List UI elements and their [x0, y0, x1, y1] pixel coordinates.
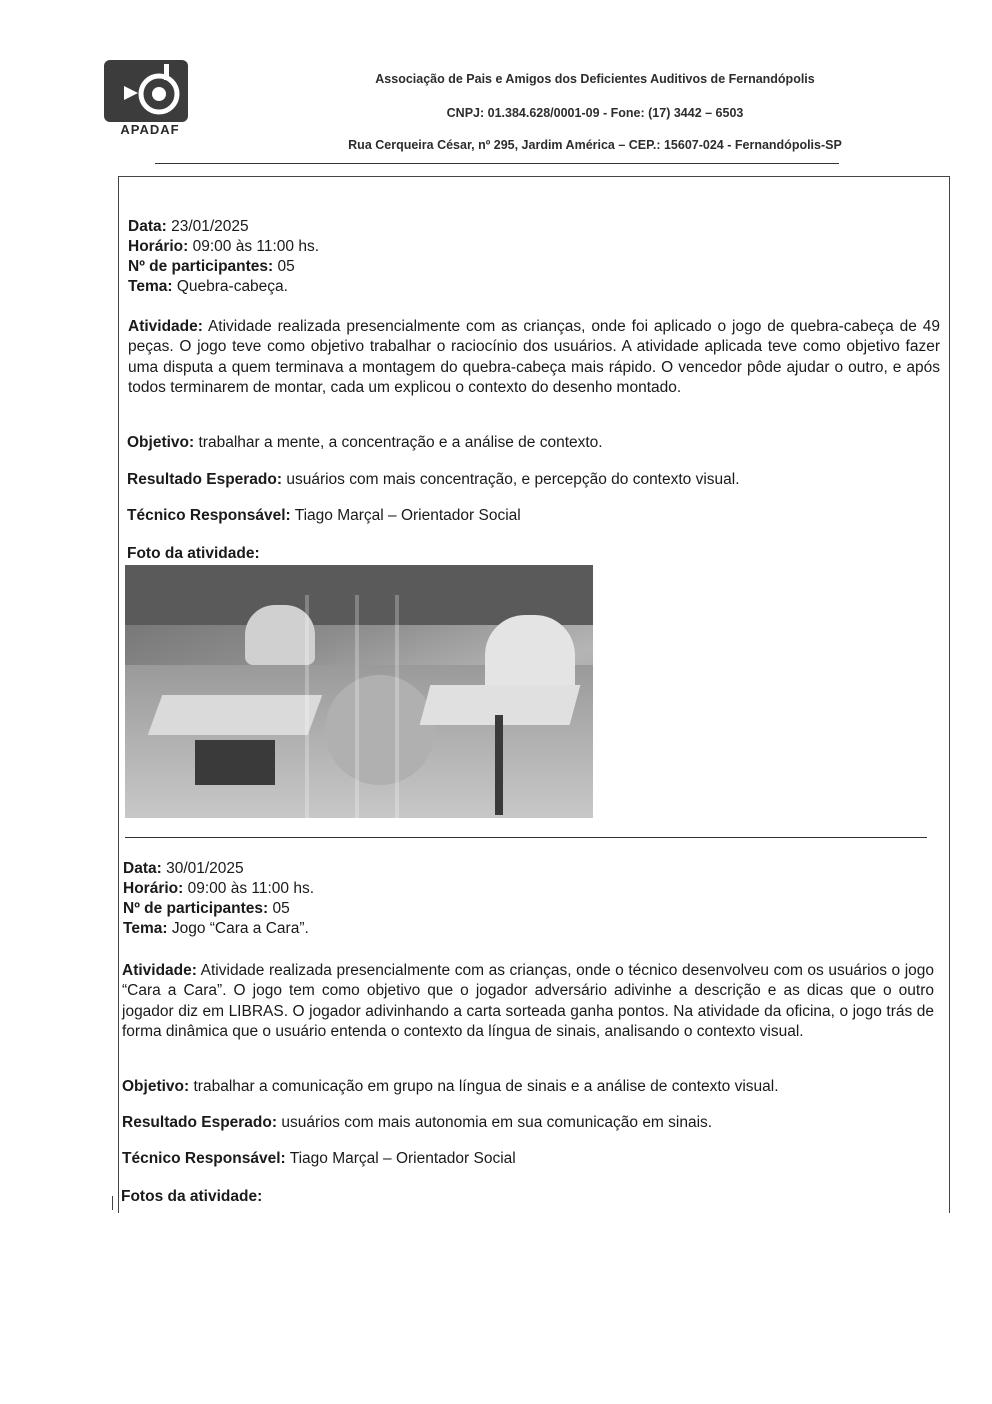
expected-result-label: Resultado Esperado: — [122, 1114, 278, 1131]
entry1-expected-result — [127, 470, 740, 490]
entry1-theme — [128, 277, 288, 297]
activity-label: Atividade: — [122, 962, 197, 979]
participants-value: 05 — [272, 900, 290, 917]
entry2-participants — [123, 899, 290, 919]
technician-text: Tiago Marçal – Orientador Social — [289, 1150, 516, 1167]
expected-result-text: usuários com mais concentração, e percepção do contexto visual. — [286, 471, 740, 488]
entry2-technician — [122, 1149, 516, 1169]
date-value: 23/01/2025 — [171, 218, 249, 235]
org-name: Associação de Pais e Amigos dos Deficientes Auditivos de Fernandópolis — [375, 72, 815, 86]
frame-stub — [112, 1196, 113, 1210]
entry1-technician — [127, 506, 521, 526]
entry1-date — [128, 217, 249, 237]
entry2-theme — [123, 919, 309, 939]
participants-label: Nº de participantes: — [128, 258, 274, 275]
time-label: Horário: — [128, 238, 189, 255]
objective-label: Objetivo: — [127, 434, 195, 451]
date-label: Data: — [128, 218, 167, 235]
entry2-expected-result — [122, 1113, 712, 1133]
apadaf-logo — [104, 60, 192, 140]
entry2-time — [123, 879, 314, 899]
technician-label: Técnico Responsável: — [127, 507, 291, 524]
time-label: Horário: — [123, 880, 184, 897]
technician-text: Tiago Marçal – Orientador Social — [294, 507, 521, 524]
activity-photo — [125, 565, 593, 818]
entry1-time — [128, 237, 319, 257]
time-value: 09:00 às 11:00 hs. — [187, 880, 315, 897]
entry2-objective — [122, 1077, 779, 1097]
address-line: Rua Cerqueira César, nº 295, Jardim América – CEP.: 15607-024 - Fernandópolis-SP — [348, 138, 842, 152]
entry1-photo-label: Foto da atividade: — [127, 545, 260, 562]
objective-text: trabalhar a mente, a concentração e a análise de contexto. — [198, 434, 603, 451]
header-divider — [155, 163, 839, 164]
participants-value: 05 — [277, 258, 295, 275]
activity-text: Atividade realizada presencialmente com as crianças, onde foi aplicado o jogo de quebra-cabeça de 49 peças. O jogo teve como objetivo trabalhar o raciocínio dos usuários. A atividade aplicada teve como objetivo fazer uma disputa a quem terminava a montagem do quebra-cabeça mais rápido. O vencedor pôde ajudar o outro, e após todos terminarem de montar, cada um explicou o contexto do desenho montado. — [128, 318, 940, 396]
technician-label: Técnico Responsável: — [122, 1150, 286, 1167]
entry1-objective — [127, 433, 603, 453]
cnpj-line: CNPJ: 01.384.628/0001-09 - Fone: (17) 3442 – 6503 — [446, 106, 744, 120]
entry-divider — [125, 837, 927, 838]
theme-value: Quebra-cabeça. — [176, 278, 288, 295]
entry2-date — [123, 859, 244, 879]
theme-value: Jogo “Cara a Cara”. — [171, 920, 309, 937]
date-label: Data: — [123, 860, 162, 877]
logo-emblem-icon — [104, 60, 188, 122]
objective-text: trabalhar a comunicação em grupo na língua de sinais e a análise de contexto visual. — [193, 1078, 779, 1095]
objective-label: Objetivo: — [122, 1078, 190, 1095]
date-value: 30/01/2025 — [166, 860, 244, 877]
entry2-activity — [122, 961, 934, 1042]
theme-label: Tema: — [123, 920, 168, 937]
activity-label: Atividade: — [128, 318, 203, 335]
expected-result-text: usuários com mais autonomia em sua comunicação em sinais. — [281, 1114, 713, 1131]
expected-result-label: Resultado Esperado: — [127, 471, 283, 488]
entry1-participants — [128, 257, 295, 277]
entry1-activity — [128, 317, 940, 398]
theme-label: Tema: — [128, 278, 173, 295]
entry2-photo-label: Fotos da atividade: — [121, 1188, 263, 1205]
time-value: 09:00 às 11:00 hs. — [192, 238, 320, 255]
activity-text: Atividade realizada presencialmente com as crianças, onde o técnico desenvolveu com os usuários o jogo “Cara a Cara”. O jogo tem como objetivo que o jogador adversário adivinhe a descrição e as dicas que o outro jogador diz em LIBRAS. O jogador adivinhando a carta sorteada ganha pontos. Na atividade da oficina, o jogo trás de forma dinâmica que o usuário entenda o contexto da língua de sinais, analisando o contexto visual. — [122, 962, 935, 1040]
logo-text: APADAF — [120, 122, 180, 137]
participants-label: Nº de participantes: — [123, 900, 269, 917]
